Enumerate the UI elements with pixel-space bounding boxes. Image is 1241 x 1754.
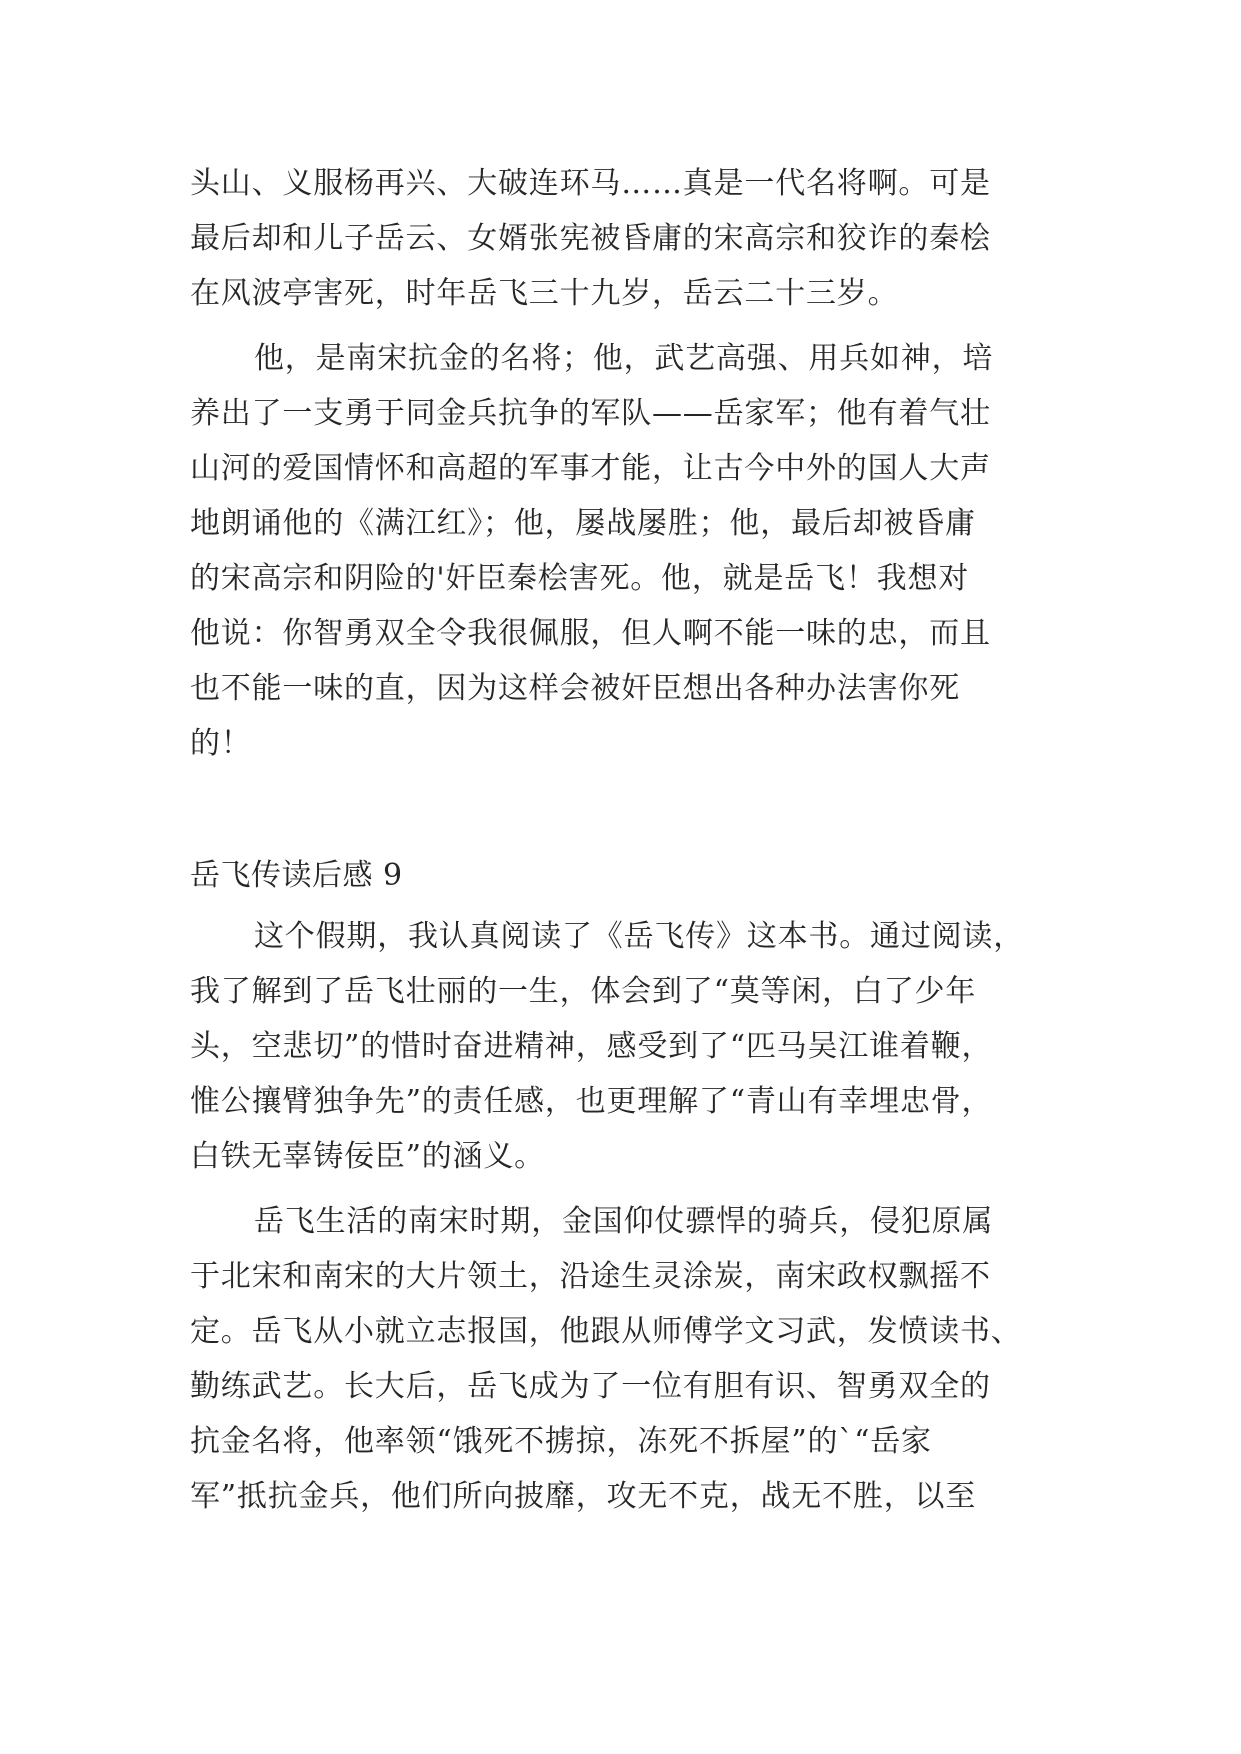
paragraph-3-line-3: 头，空悲切”的惜时奋进精神，感受到了“匹马吴江谁着鞭， bbox=[190, 1029, 993, 1064]
paragraph-4-line-3: 定。岳飞从小就立志报国，他跟从师傅学文习武，发愤读书、 bbox=[190, 1314, 1022, 1349]
paragraph-2-line-3: 山河的爱国情怀和高超的军事才能，让古今中外的国人大声 bbox=[190, 451, 991, 486]
paragraph-2-line-2: 养出了一支勇于同金兵抗争的军队——岳家军；他有着气壮 bbox=[190, 396, 991, 431]
paragraph-4-line-4: 勤练武艺。长大后，岳飞成为了一位有胆有识、智勇双全的 bbox=[190, 1369, 991, 1404]
section-heading: 岳飞传读后感 9 bbox=[190, 858, 403, 893]
paragraph-4-line-6: 军”抵抗金兵，他们所向披靡，攻无不克，战无不胜，以至 bbox=[190, 1479, 977, 1514]
paragraph-2-line-5: 的宋高宗和阴险的'奸臣秦桧害死。他，就是岳飞！我想对 bbox=[190, 561, 970, 596]
paragraph-2-line-7: 也不能一味的直，因为这样会被奸臣想出各种办法害你死 bbox=[190, 671, 960, 706]
paragraph-3-line-1: 这个假期，我认真阅读了《岳飞传》这本书。通过阅读， bbox=[254, 919, 1024, 954]
paragraph-4-line-2: 于北宋和南宋的大片领土，沿途生灵涂炭，南宋政权飘摇不 bbox=[190, 1259, 991, 1294]
paragraph-3-line-2: 我了解到了岳飞壮丽的一生，体会到了“莫等闲，白了少年 bbox=[190, 974, 977, 1009]
paragraph-2-line-8: 的！ bbox=[190, 726, 252, 761]
paragraph-1-line-1: 头山、义服杨再兴、大破连环马……真是一代名将啊。可是 bbox=[190, 166, 991, 201]
paragraph-3-line-4: 惟公攘臂独争先”的责任感，也更理解了“青山有幸埋忠骨， bbox=[190, 1084, 993, 1119]
paragraph-2-line-6: 他说：你智勇双全令我很佩服，但人啊不能一味的忠，而且 bbox=[190, 616, 991, 651]
paragraph-1-line-3: 在风波亭害死，时年岳飞三十九岁，岳云二十三岁。 bbox=[190, 276, 899, 311]
paragraph-3-line-5: 白铁无辜铸佞臣”的涵义。 bbox=[190, 1139, 545, 1174]
paragraph-4-line-5: 抗金名将，他率领“饿死不掳掠，冻死不拆屋”的`“岳家 bbox=[190, 1424, 932, 1459]
paragraph-2-line-1: 他，是南宋抗金的名将；他，武艺高强、用兵如神，培 bbox=[254, 341, 994, 376]
paragraph-4-line-1: 岳飞生活的南宋时期，金国仰仗骠悍的骑兵，侵犯原属 bbox=[254, 1204, 994, 1239]
paragraph-1-line-2: 最后却和儿子岳云、女婿张宪被昏庸的宋高宗和狡诈的秦桧 bbox=[190, 221, 991, 256]
paragraph-2-line-4: 地朗诵他的《满江红》；他，屡战屡胜；他，最后却被昏庸 bbox=[190, 506, 976, 541]
